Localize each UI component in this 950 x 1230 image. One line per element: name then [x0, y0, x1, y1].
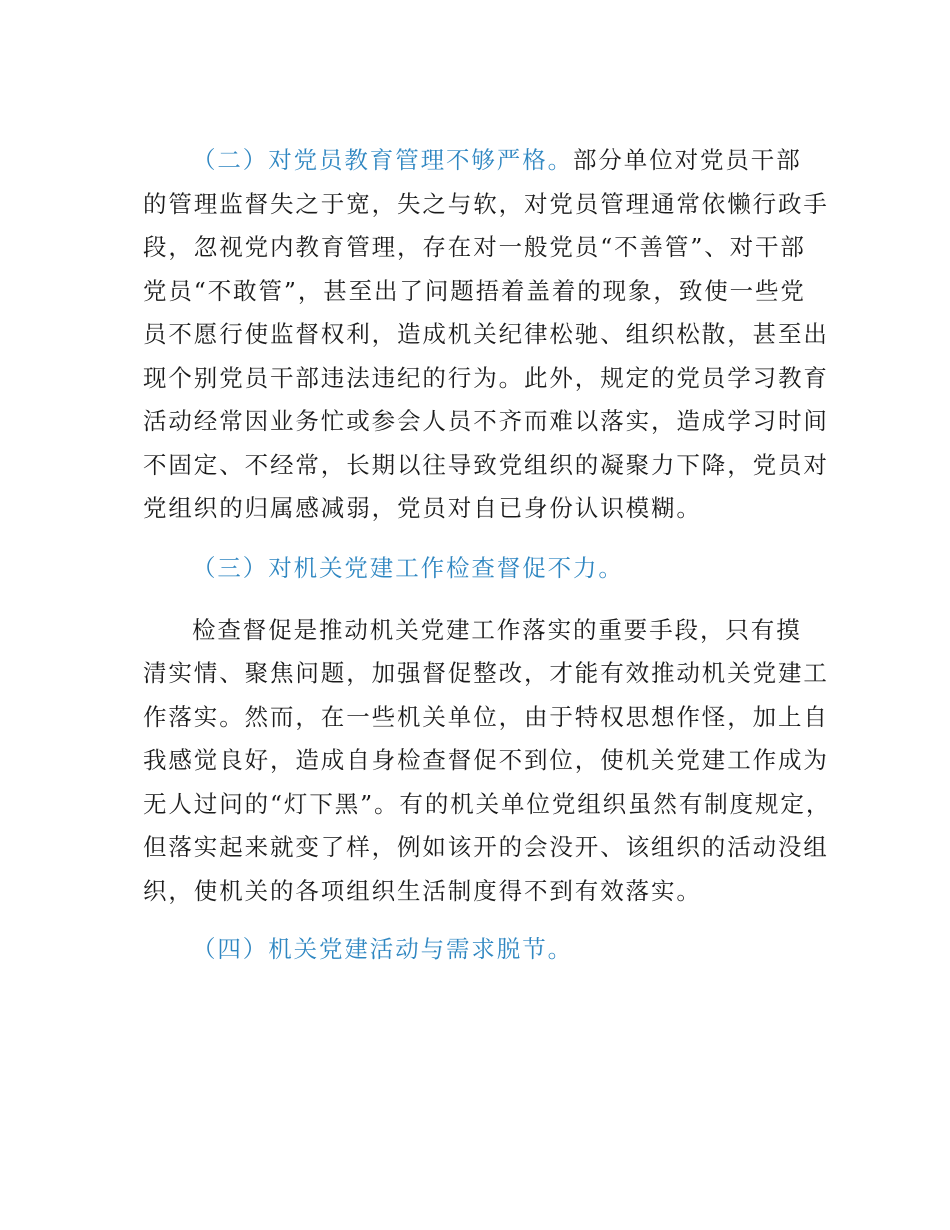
section-2-first-line	[192, 145, 802, 175]
paragraph-line: 党员“不敢管”，甚至出了问题捂着盖着的现象，致使一些党	[143, 277, 806, 305]
paragraph-line: 织，使机关的各项组织生活制度得不到有效落实。	[143, 877, 702, 905]
paragraph-line: 检查督促是推动机关党建工作落实的重要手段，只有摸	[192, 616, 802, 644]
paragraph-line: 员不愿行使监督权利，造成机关纪律松驰、组织松散，甚至出	[143, 320, 829, 348]
section-4-heading: （四）机关党建活动与需求脱节。	[192, 935, 573, 963]
section-2-heading: （二）对党员教育管理不够严格。	[192, 146, 573, 174]
paragraph-line: 部分单位对党员干部	[573, 146, 802, 174]
paragraph-line: 作落实。然而，在一些机关单位，由于特权思想作怪，加上自	[143, 703, 829, 731]
paragraph-line: 但落实起来就变了样，例如该开的会没开、该组织的活动没组	[143, 833, 829, 861]
paragraph-line: 清实情、聚焦问题，加强督促整改，才能有效推动机关党建工	[143, 659, 829, 687]
section-3-heading: （三）对机关党建工作检查督促不力。	[192, 554, 624, 582]
paragraph-line: 无人过问的“灯下黑”。有的机关单位党组织虽然有制度规定，	[143, 790, 832, 818]
paragraph-line: 活动经常因业务忙或参会人员不齐而难以落实，造成学习时间	[143, 407, 829, 435]
paragraph-line: 党组织的归属感减弱，党员对自已身份认识模糊。	[143, 494, 702, 522]
paragraph-line: 现个别党员干部违法违纪的行为。此外，规定的党员学习教育	[143, 364, 829, 392]
paragraph-line: 不固定、不经常，长期以往导致党组织的凝聚力下降，党员对	[143, 451, 829, 479]
paragraph-line: 段，忽视党内教育管理，存在对一般党员“不善管”、对干部	[143, 233, 806, 261]
paragraph-line: 我感觉良好，造成自身检查督促不到位，使机关党建工作成为	[143, 746, 829, 774]
paragraph-line: 的管理监督失之于宽，失之与软，对党员管理通常依懒行政手	[143, 190, 829, 218]
